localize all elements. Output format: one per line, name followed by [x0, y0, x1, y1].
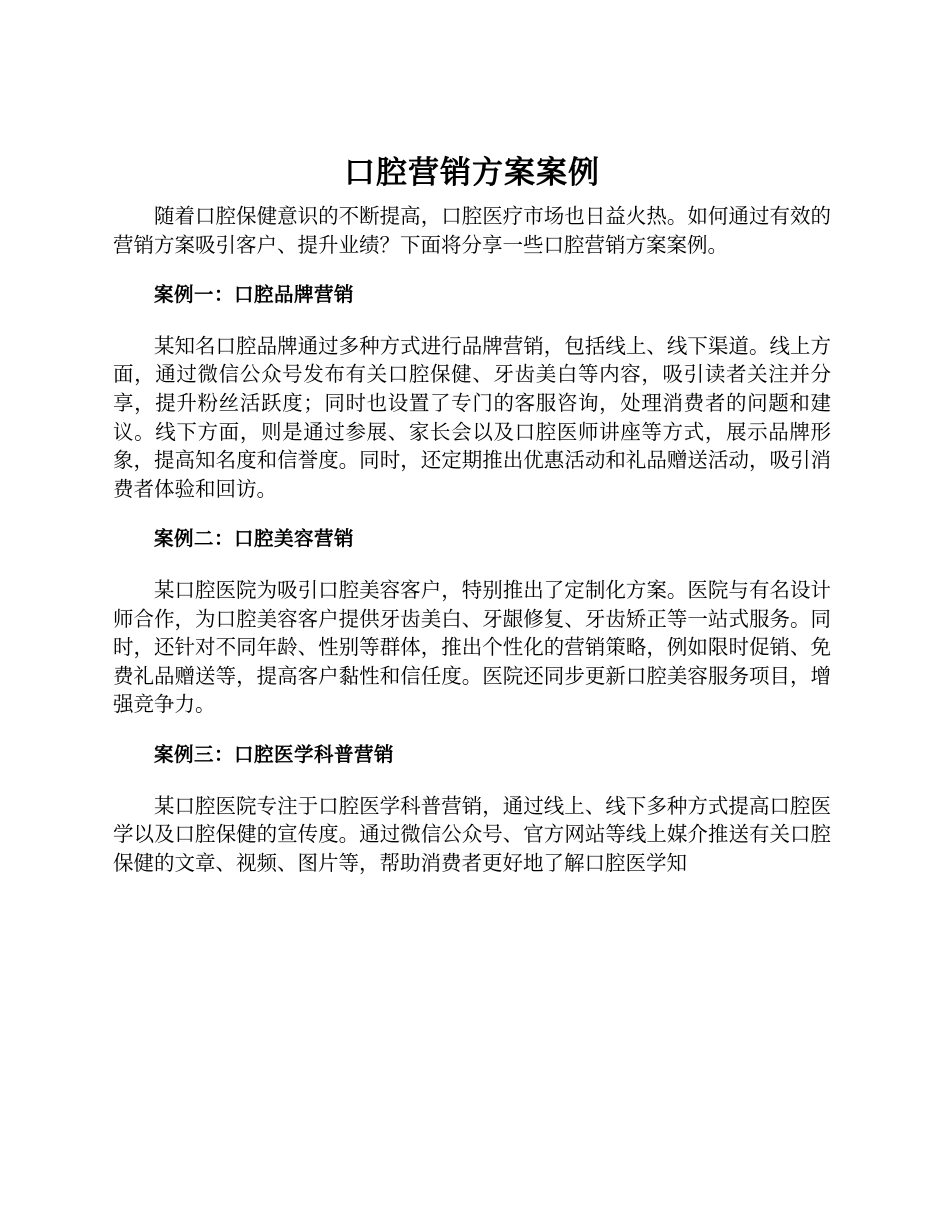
case-3-heading: 案例三：口腔医学科普营销	[153, 742, 394, 766]
case-1-heading: 案例一：口腔品牌营销	[153, 283, 354, 307]
case-3-body: 某口腔医院专注于口腔医学科普营销，通过线上、线下多种方式提高口腔医学以及口腔保健的宣传度。通过微信公众号、官方网站等线上媒介推送有关口腔保健的文章、视频、图片等，帮助消费者更好地了解口腔医学知	[113, 793, 831, 875]
intro-paragraph: 随着口腔保健意识的不断提高，口腔医疗市场也日益火热。如何通过有效的营销方案吸引客户、提升业绩？下面将分享一些口腔营销方案案例。	[113, 204, 831, 257]
case-2-body: 某口腔医院为吸引口腔美容客户，特别推出了定制化方案。医院与有名设计师合作，为口腔美容客户提供牙齿美白、牙龈修复、牙齿矫正等一站式服务。同时，还针对不同年龄、性别等群体，推出个性化的营销策略，例如限时促销、免费礼品赠送等，提高客户黏性和信任度。医院还同步更新口腔美容服务项目，增强竞争力。	[113, 577, 831, 717]
case-1-body: 某知名口腔品牌通过多种方式进行品牌营销，包括线上、线下渠道。线上方面，通过微信公众号发布有关口腔保健、牙齿美白等内容，吸引读者关注并分享，提升粉丝活跃度；同时也设置了专门的客服咨询，处理消费者的问题和建议。线下方面，则是通过参展、家长会以及口腔医师讲座等方式，展示品牌形象，提高知名度和信誉度。同时，还定期推出优惠活动和礼品赠送活动，吸引消费者体验和回访。	[113, 333, 831, 501]
document-title: 口腔营销方案案例	[344, 155, 600, 191]
case-2-heading: 案例二：口腔美容营销	[153, 527, 354, 551]
document-page	[113, 148, 831, 877]
